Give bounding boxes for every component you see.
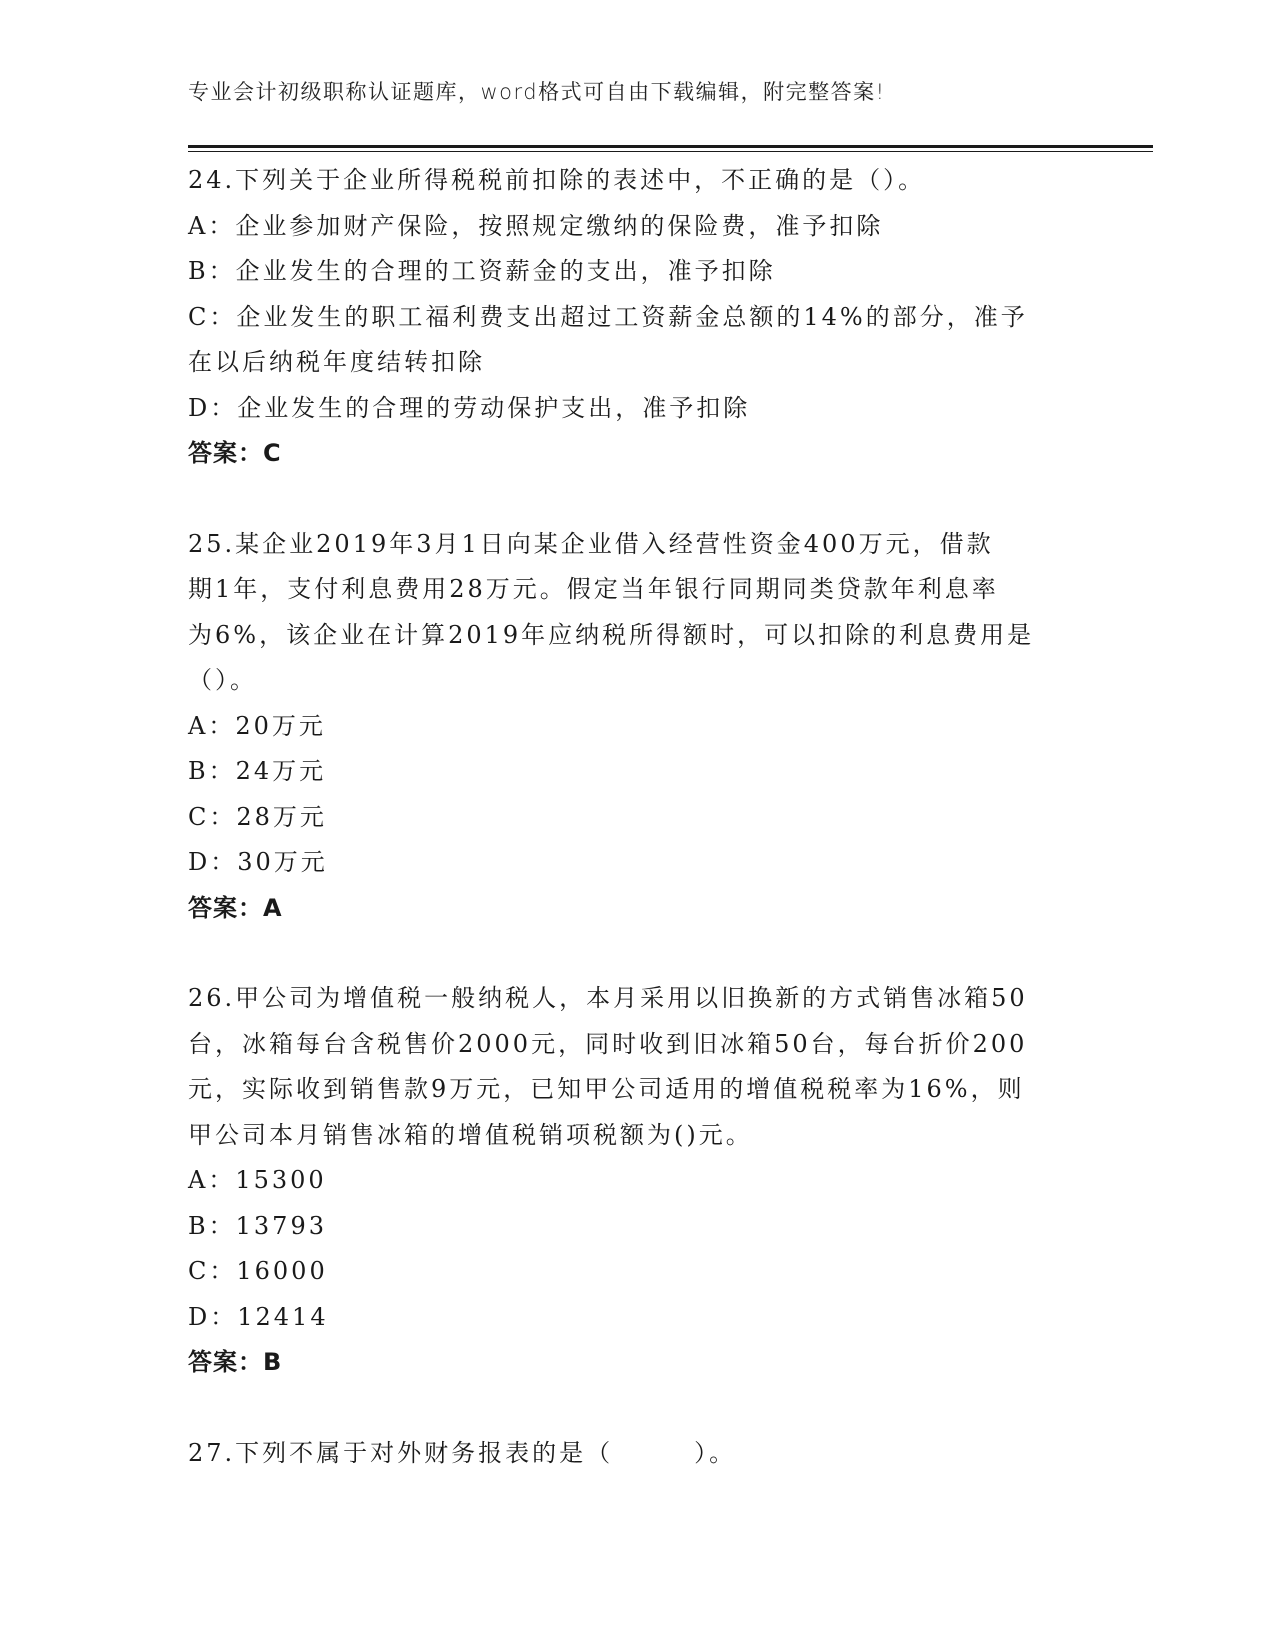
header-divider-thin xyxy=(188,151,1153,152)
question-stem: 27.下列不属于对外财务报表的是（ ）。 xyxy=(188,1438,737,1467)
option-c: C：28万元 xyxy=(188,802,327,831)
option-a: A：企业参加财产保险，按照规定缴纳的保险费，准予扣除 xyxy=(188,211,884,240)
question-26 xyxy=(188,976,1088,1386)
question-stem: （）。 xyxy=(188,666,257,694)
option-b: B：企业发生的合理的工资薪金的支出，准予扣除 xyxy=(188,257,776,285)
question-25 xyxy=(188,522,1088,932)
question-stem: 26.甲公司为增值税一般纳税人，本月采用以旧换新的方式销售冰箱50 xyxy=(188,984,1028,1012)
option-d: D：12414 xyxy=(188,1302,329,1331)
option-a: A：15300 xyxy=(188,1166,327,1194)
question-24 xyxy=(188,158,1088,477)
question-list xyxy=(188,158,1088,1476)
answer: 答案：A xyxy=(188,893,283,922)
question-stem: 元，实际收到销售款9万元，已知甲公司适用的增值税税率为16%，则 xyxy=(188,1075,1025,1103)
question-stem: 台，冰箱每台含税售价2000元，同时收到旧冰箱50台，每台折价200 xyxy=(188,1029,1028,1058)
question-gap xyxy=(188,477,1088,522)
question-gap xyxy=(188,931,1088,976)
option-b: B：24万元 xyxy=(188,757,327,785)
question-stem: 甲公司本月销售冰箱的增值税销项税额为()元。 xyxy=(188,1120,753,1149)
question-27 xyxy=(188,1431,1088,1477)
question-gap xyxy=(188,1386,1088,1431)
question-stem: 为6%，该企业在计算2019年应纳税所得额时，可以扣除的利息费用是 xyxy=(188,620,1035,649)
question-stem: 24.下列关于企业所得税税前扣除的表述中，不正确的是（）。 xyxy=(188,166,926,194)
page-header: 专业会计初级职称认证题库，word格式可自由下载编辑，附完整答案! xyxy=(188,80,886,104)
option-c: C：企业发生的职工福利费支出超过工资薪金总额的14%的部分，准予 xyxy=(188,302,1028,331)
option-c: C：16000 xyxy=(188,1257,328,1285)
header-divider-thick xyxy=(188,145,1153,148)
option-a: A：20万元 xyxy=(188,711,326,740)
answer: 答案：C xyxy=(188,439,282,467)
question-stem: 25.某企业2019年3月1日向某企业借入经营性资金400万元，借款 xyxy=(188,529,994,558)
answer: 答案：B xyxy=(188,1348,283,1376)
question-stem: 期1年，支付利息费用28万元。假定当年银行同期同类贷款年利息率 xyxy=(188,575,999,603)
option-d: D：30万元 xyxy=(188,848,328,876)
option-d: D：企业发生的合理的劳动保护支出，准予扣除 xyxy=(188,393,751,422)
option-c-continued: 在以后纳税年度结转扣除 xyxy=(188,348,485,376)
option-b: B：13793 xyxy=(188,1211,327,1240)
